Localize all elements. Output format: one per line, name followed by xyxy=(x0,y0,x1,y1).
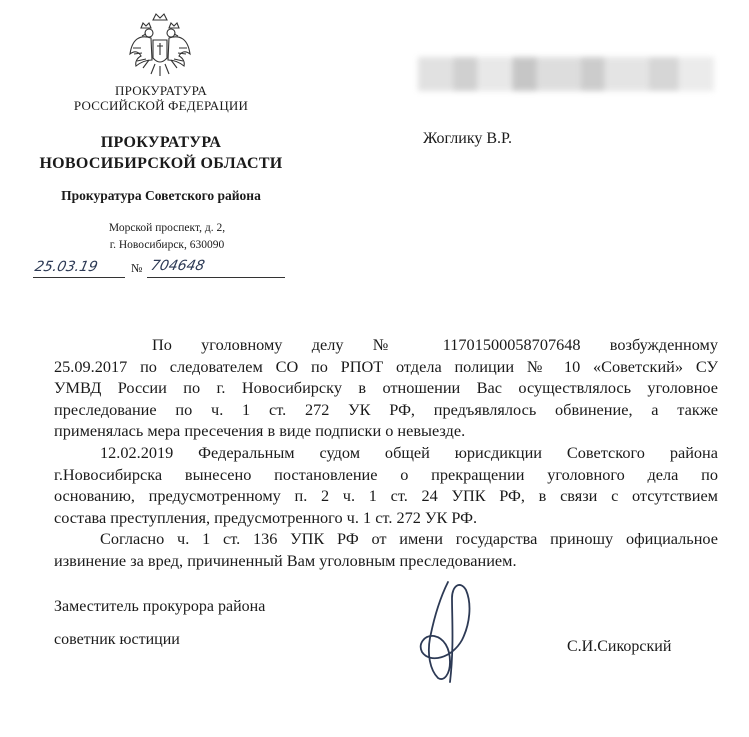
redacted-area xyxy=(418,57,714,91)
signatory-rank: советник юстиции xyxy=(54,631,180,648)
p1-line3: УМВД России по г. Новосибирску в отношении Вас осуществлялось уголовное xyxy=(54,378,718,397)
p3-line2: извинение за вред, причиненный Вам уголовным преследованием. xyxy=(54,550,517,570)
reference-line xyxy=(33,258,285,278)
signatory-name: С.И.Сикорский xyxy=(567,638,672,655)
letterhead-office xyxy=(30,133,292,175)
number-label: № xyxy=(131,261,143,275)
p2-line4: состава преступления, предусмотренного ч. 1 ст. 272 УК РФ. xyxy=(54,507,478,527)
addressee: Жоглику В.Р. xyxy=(423,130,512,147)
date-underline xyxy=(33,277,125,278)
address-line2: г. Новосибирск, 630090 xyxy=(109,238,225,251)
p2-line2: г.Новосибирска вынесено постановление о прекращении уголовного дела по xyxy=(54,464,718,484)
letterhead-line2: РОССИЙСКОЙ ФЕДЕРАЦИИ xyxy=(73,97,249,113)
paragraph-3 xyxy=(54,528,718,571)
p3-line1: Согласно ч. 1 ст. 136 УПК РФ от имени государства приношу официальное xyxy=(100,529,718,548)
p1-line1: По уголовному делу № 11701500058707648 возбужденному xyxy=(152,335,718,354)
signature-scribble-icon xyxy=(400,578,510,688)
coat-of-arms-icon xyxy=(127,10,193,80)
address-line1: Морской проспект, д. 2, xyxy=(108,222,226,234)
paragraph-2 xyxy=(54,442,718,528)
office-line1: ПРОКУРАТУРА xyxy=(100,134,222,151)
p1-line5: применялась мера пресечения в виде подписки о невыезде. xyxy=(54,421,466,440)
letterhead-line1: ПРОКУРАТУРА xyxy=(115,83,207,98)
office-line2: НОВОСИБИРСКОЙ ОБЛАСТИ xyxy=(39,154,283,172)
p1-line4: преследование по ч. 1 ст. 272 УК РФ, предъявлялось обвинение, а также xyxy=(54,399,718,419)
letterhead-org xyxy=(30,84,292,114)
office-address xyxy=(36,220,298,253)
p1-line2: 25.09.2017 по следователем СО по РПОТ отдела полиции № 10 «Советский» СУ xyxy=(54,356,718,376)
p2-line3: основанию, предусмотренному п. 2 ч. 1 ст. 24 УПК РФ, в связи с отсутствием xyxy=(54,486,718,505)
signatory-position: Заместитель прокурора района xyxy=(54,598,266,615)
handwritten-number: 704648 xyxy=(149,258,207,274)
handwritten-date: 25.03.19 xyxy=(33,259,100,275)
p2-line1: 12.02.2019 Федеральным судом общей юрисдикции Советского района xyxy=(100,443,718,462)
number-underline xyxy=(147,277,285,278)
paragraph-1 xyxy=(54,334,718,442)
district-office: Прокуратура Советского района xyxy=(61,188,261,203)
